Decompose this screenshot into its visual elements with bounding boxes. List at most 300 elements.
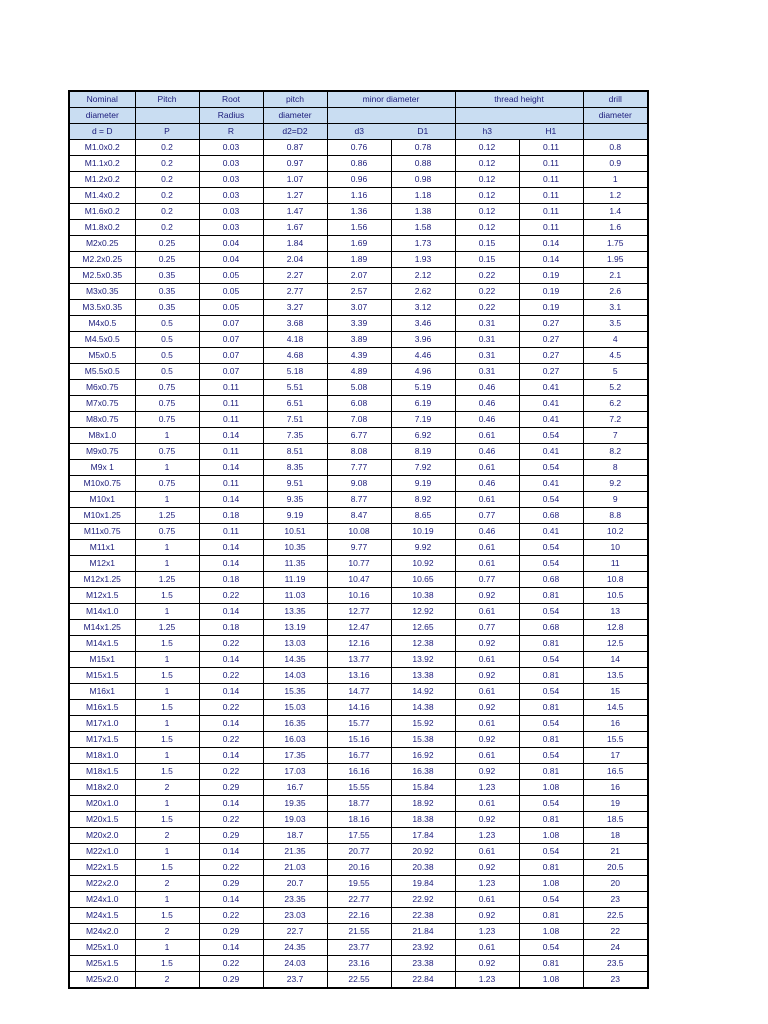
- table-cell: 0.92: [455, 732, 519, 748]
- table-cell: 8.47: [327, 508, 391, 524]
- table-cell: 18: [583, 828, 648, 844]
- table-cell: 0.92: [455, 588, 519, 604]
- table-cell: 4.46: [391, 348, 455, 364]
- table-cell: 8.65: [391, 508, 455, 524]
- table-header: [69, 91, 648, 140]
- table-cell: 7.92: [391, 460, 455, 476]
- table-cell: M18x1.5: [69, 764, 135, 780]
- table-row: [69, 892, 648, 908]
- table-cell: 0.81: [519, 700, 583, 716]
- table-cell: 2.1: [583, 268, 648, 284]
- table-cell: 0.54: [519, 796, 583, 812]
- table-cell: 0.14: [199, 940, 263, 956]
- table-cell: 14.77: [327, 684, 391, 700]
- table-cell: 0.12: [455, 204, 519, 220]
- table-cell: 1.38: [391, 204, 455, 220]
- table-cell: 10.5: [583, 588, 648, 604]
- table-cell: 0.61: [455, 460, 519, 476]
- table-cell: 0.12: [455, 140, 519, 156]
- table-cell: 0.25: [135, 236, 199, 252]
- table-cell: 1: [135, 892, 199, 908]
- table-cell: M10x1: [69, 492, 135, 508]
- table-row: [69, 428, 648, 444]
- table-cell: 0.54: [519, 540, 583, 556]
- table-cell: M4x0.5: [69, 316, 135, 332]
- table-cell: 0.54: [519, 556, 583, 572]
- table-cell: 0.61: [455, 796, 519, 812]
- table-cell: 0.61: [455, 892, 519, 908]
- table-cell: 22: [583, 924, 648, 940]
- table-cell: 22.92: [391, 892, 455, 908]
- table-cell: 1.5: [135, 732, 199, 748]
- table-row: [69, 364, 648, 380]
- table-cell: 0.61: [455, 684, 519, 700]
- table-cell: 0.81: [519, 764, 583, 780]
- table-cell: 6.19: [391, 396, 455, 412]
- table-cell: 11: [583, 556, 648, 572]
- table-cell: 12.16: [327, 636, 391, 652]
- table-cell: 4.96: [391, 364, 455, 380]
- table-cell: M20x1.0: [69, 796, 135, 812]
- table-cell: 10: [583, 540, 648, 556]
- table-row: [69, 524, 648, 540]
- table-cell: 0.12: [455, 172, 519, 188]
- table-cell: 1: [135, 492, 199, 508]
- table-cell: 1.73: [391, 236, 455, 252]
- table-cell: 12.47: [327, 620, 391, 636]
- table-cell: M18x2.0: [69, 780, 135, 796]
- table-cell: 0.11: [519, 140, 583, 156]
- table-cell: 1: [135, 716, 199, 732]
- table-row: [69, 732, 648, 748]
- header-minor-blank: [327, 108, 455, 124]
- table-cell: 15.84: [391, 780, 455, 796]
- table-cell: 12.38: [391, 636, 455, 652]
- table-row: [69, 908, 648, 924]
- table-cell: 1: [583, 172, 648, 188]
- table-cell: 13.19: [263, 620, 327, 636]
- table-cell: 20.7: [263, 876, 327, 892]
- table-cell: 0.81: [519, 668, 583, 684]
- table-cell: 4.5: [583, 348, 648, 364]
- table-cell: 0.5: [135, 364, 199, 380]
- table-cell: 9.2: [583, 476, 648, 492]
- table-cell: 0.2: [135, 220, 199, 236]
- table-cell: 23.03: [263, 908, 327, 924]
- table-cell: 16.16: [327, 764, 391, 780]
- table-cell: M12x1.5: [69, 588, 135, 604]
- header-drill-diameter: diameter: [583, 108, 648, 124]
- table-row: [69, 940, 648, 956]
- table-cell: 2: [135, 828, 199, 844]
- table-cell: 13.77: [327, 652, 391, 668]
- table-cell: 0.19: [519, 284, 583, 300]
- table-cell: 2.27: [263, 268, 327, 284]
- table-cell: 12.8: [583, 620, 648, 636]
- table-cell: 0.92: [455, 764, 519, 780]
- table-cell: 1: [135, 540, 199, 556]
- table-cell: 0.03: [199, 172, 263, 188]
- table-cell: 0.61: [455, 540, 519, 556]
- table-cell: 0.5: [135, 332, 199, 348]
- table-cell: 21: [583, 844, 648, 860]
- table-cell: 9.35: [263, 492, 327, 508]
- table-cell: M2x0.25: [69, 236, 135, 252]
- table-cell: 21.35: [263, 844, 327, 860]
- table-cell: 0.54: [519, 460, 583, 476]
- table-cell: 7.51: [263, 412, 327, 428]
- table-cell: 10.35: [263, 540, 327, 556]
- header-symbol-H1: H1: [519, 124, 583, 140]
- table-cell: 0.41: [519, 444, 583, 460]
- table-row: [69, 716, 648, 732]
- table-cell: 0.05: [199, 300, 263, 316]
- table-cell: 11.03: [263, 588, 327, 604]
- table-cell: 0.05: [199, 268, 263, 284]
- table-cell: 0.14: [199, 796, 263, 812]
- table-cell: 0.14: [199, 652, 263, 668]
- table-cell: 9: [583, 492, 648, 508]
- table-cell: 0.81: [519, 588, 583, 604]
- table-cell: 3.1: [583, 300, 648, 316]
- table-cell: 1.89: [327, 252, 391, 268]
- table-cell: 16.5: [583, 764, 648, 780]
- table-cell: 0.5: [135, 316, 199, 332]
- header-pitch: Pitch: [135, 91, 199, 108]
- table-cell: 15.03: [263, 700, 327, 716]
- table-cell: 3.96: [391, 332, 455, 348]
- table-cell: 17.55: [327, 828, 391, 844]
- header-row-2: [69, 108, 648, 124]
- table-cell: 0.03: [199, 140, 263, 156]
- table-cell: 0.03: [199, 220, 263, 236]
- table-cell: 20.92: [391, 844, 455, 860]
- table-cell: M18x1.0: [69, 748, 135, 764]
- table-cell: 0.75: [135, 524, 199, 540]
- table-cell: 0.22: [199, 588, 263, 604]
- table-cell: M1.2x0.2: [69, 172, 135, 188]
- table-cell: M2.5x0.35: [69, 268, 135, 284]
- table-cell: 1.93: [391, 252, 455, 268]
- table-row: [69, 812, 648, 828]
- table-cell: 0.41: [519, 476, 583, 492]
- table-cell: M24x2.0: [69, 924, 135, 940]
- table-cell: M15x1: [69, 652, 135, 668]
- table-cell: M8x0.75: [69, 412, 135, 428]
- table-row: [69, 844, 648, 860]
- table-cell: 0.14: [199, 428, 263, 444]
- table-cell: 0.2: [135, 140, 199, 156]
- table-cell: 8.2: [583, 444, 648, 460]
- table-cell: 1.18: [391, 188, 455, 204]
- table-cell: 0.61: [455, 556, 519, 572]
- table-cell: 0.19: [519, 300, 583, 316]
- table-cell: 0.27: [519, 332, 583, 348]
- table-row: [69, 556, 648, 572]
- table-cell: 18.5: [583, 812, 648, 828]
- table-cell: M10x1.25: [69, 508, 135, 524]
- table-cell: 1.07: [263, 172, 327, 188]
- table-cell: 0.11: [199, 380, 263, 396]
- table-cell: 0.54: [519, 428, 583, 444]
- table-cell: 0.22: [199, 764, 263, 780]
- table-cell: 4.18: [263, 332, 327, 348]
- table-cell: 2: [135, 780, 199, 796]
- table-cell: M14x1.0: [69, 604, 135, 620]
- header-symbol-d: d = D: [69, 124, 135, 140]
- table-row: [69, 492, 648, 508]
- table-cell: 8.8: [583, 508, 648, 524]
- table-cell: 10.8: [583, 572, 648, 588]
- table-cell: 0.22: [199, 700, 263, 716]
- table-cell: 1.23: [455, 924, 519, 940]
- table-cell: 0.11: [199, 412, 263, 428]
- table-cell: 19.84: [391, 876, 455, 892]
- table-cell: 7.77: [327, 460, 391, 476]
- table-cell: 0.78: [391, 140, 455, 156]
- table-cell: M22x2.0: [69, 876, 135, 892]
- table-cell: M9x0.75: [69, 444, 135, 460]
- table-cell: 9.08: [327, 476, 391, 492]
- table-cell: 17.03: [263, 764, 327, 780]
- table-cell: 0.54: [519, 716, 583, 732]
- table-cell: 0.14: [199, 556, 263, 572]
- table-cell: 1.58: [391, 220, 455, 236]
- table-cell: 0.46: [455, 444, 519, 460]
- table-cell: 0.03: [199, 188, 263, 204]
- table-cell: 1.56: [327, 220, 391, 236]
- table-cell: 0.14: [199, 492, 263, 508]
- table-cell: 21.55: [327, 924, 391, 940]
- table-cell: 24.03: [263, 956, 327, 972]
- table-cell: 0.46: [455, 524, 519, 540]
- table-cell: 10.38: [391, 588, 455, 604]
- table-cell: 0.92: [455, 668, 519, 684]
- table-cell: 14.5: [583, 700, 648, 716]
- table-cell: M24x1.5: [69, 908, 135, 924]
- header-symbol-d3: d3: [327, 124, 391, 140]
- table-cell: 0.22: [199, 908, 263, 924]
- table-row: [69, 924, 648, 940]
- table-cell: 15.77: [327, 716, 391, 732]
- header-height-blank: [455, 108, 583, 124]
- table-cell: M6x0.75: [69, 380, 135, 396]
- header-symbol-r: R: [199, 124, 263, 140]
- table-cell: 0.14: [199, 540, 263, 556]
- table-cell: 18.77: [327, 796, 391, 812]
- table-cell: 0.77: [455, 508, 519, 524]
- table-cell: M20x2.0: [69, 828, 135, 844]
- table-cell: 23: [583, 892, 648, 908]
- table-cell: 22.5: [583, 908, 648, 924]
- table-cell: 0.54: [519, 748, 583, 764]
- table-cell: 15.55: [327, 780, 391, 796]
- table-cell: 22.16: [327, 908, 391, 924]
- table-cell: 6.2: [583, 396, 648, 412]
- table-cell: 1.23: [455, 828, 519, 844]
- table-cell: 1.27: [263, 188, 327, 204]
- table-cell: 23: [583, 972, 648, 989]
- table-cell: 0.11: [519, 172, 583, 188]
- table-row: [69, 540, 648, 556]
- table-row: [69, 460, 648, 476]
- table-cell: 0.22: [199, 860, 263, 876]
- table-cell: 23.7: [263, 972, 327, 989]
- table-row: [69, 956, 648, 972]
- table-cell: 1.08: [519, 876, 583, 892]
- table-cell: M1.0x0.2: [69, 140, 135, 156]
- table-cell: 19.03: [263, 812, 327, 828]
- table-cell: 12.92: [391, 604, 455, 620]
- table-cell: 5.2: [583, 380, 648, 396]
- table-row: [69, 636, 648, 652]
- table-cell: 0.81: [519, 860, 583, 876]
- table-cell: 10.2: [583, 524, 648, 540]
- table-cell: 1.25: [135, 620, 199, 636]
- table-cell: 0.22: [199, 636, 263, 652]
- table-cell: 1.23: [455, 972, 519, 989]
- table-row: [69, 140, 648, 156]
- table-cell: 1: [135, 940, 199, 956]
- header-symbol-p: P: [135, 124, 199, 140]
- table-cell: 5.08: [327, 380, 391, 396]
- table-cell: 0.29: [199, 828, 263, 844]
- table-cell: 0.04: [199, 252, 263, 268]
- table-cell: 0.76: [327, 140, 391, 156]
- table-cell: 0.11: [199, 396, 263, 412]
- table-cell: 0.03: [199, 204, 263, 220]
- table-cell: 13.92: [391, 652, 455, 668]
- table-cell: 7.35: [263, 428, 327, 444]
- table-cell: 0.07: [199, 316, 263, 332]
- table-cell: 0.5: [135, 348, 199, 364]
- table-cell: 0.27: [519, 364, 583, 380]
- table-cell: 0.29: [199, 924, 263, 940]
- table-cell: 2.07: [327, 268, 391, 284]
- table-cell: 1.23: [455, 780, 519, 796]
- table-cell: 0.46: [455, 476, 519, 492]
- table-cell: 0.11: [519, 156, 583, 172]
- table-cell: 19.35: [263, 796, 327, 812]
- table-cell: 3.27: [263, 300, 327, 316]
- table-cell: M25x1.5: [69, 956, 135, 972]
- header-minor-diameter: minor diameter: [327, 91, 455, 108]
- table-cell: 10.51: [263, 524, 327, 540]
- table-cell: 1: [135, 684, 199, 700]
- table-cell: 6.77: [327, 428, 391, 444]
- table-cell: 23.35: [263, 892, 327, 908]
- table-cell: M8x1.0: [69, 428, 135, 444]
- table-cell: 0.22: [199, 732, 263, 748]
- table-cell: M24x1.0: [69, 892, 135, 908]
- table-row: [69, 444, 648, 460]
- table-cell: 8.08: [327, 444, 391, 460]
- table-cell: 1.5: [135, 764, 199, 780]
- table-cell: 0.81: [519, 956, 583, 972]
- table-cell: 0.07: [199, 364, 263, 380]
- table-cell: 19.55: [327, 876, 391, 892]
- table-cell: M12x1: [69, 556, 135, 572]
- table-cell: 10.16: [327, 588, 391, 604]
- table-cell: 23.77: [327, 940, 391, 956]
- table-cell: 10.47: [327, 572, 391, 588]
- table-cell: 0.29: [199, 972, 263, 989]
- table-row: [69, 348, 648, 364]
- table-cell: 0.46: [455, 412, 519, 428]
- table-cell: 6.92: [391, 428, 455, 444]
- table-cell: 0.68: [519, 508, 583, 524]
- table-cell: 0.2: [135, 188, 199, 204]
- table-cell: 3.46: [391, 316, 455, 332]
- table-cell: 16.77: [327, 748, 391, 764]
- table-cell: 0.68: [519, 572, 583, 588]
- header-diameter: diameter: [69, 108, 135, 124]
- table-row: [69, 396, 648, 412]
- header-diameter-2: diameter: [263, 108, 327, 124]
- table-cell: 0.9: [583, 156, 648, 172]
- table-cell: 1.23: [455, 876, 519, 892]
- table-cell: 17.35: [263, 748, 327, 764]
- table-cell: M14x1.5: [69, 636, 135, 652]
- table-cell: 1.5: [135, 908, 199, 924]
- table-cell: M1.4x0.2: [69, 188, 135, 204]
- table-cell: 13.16: [327, 668, 391, 684]
- table-cell: 15.38: [391, 732, 455, 748]
- table-cell: 0.22: [455, 268, 519, 284]
- table-cell: M1.6x0.2: [69, 204, 135, 220]
- table-cell: 1: [135, 556, 199, 572]
- table-cell: M16x1: [69, 684, 135, 700]
- table-cell: 0.19: [519, 268, 583, 284]
- table-cell: 1.5: [135, 860, 199, 876]
- table-cell: 0.75: [135, 476, 199, 492]
- table-cell: 10.65: [391, 572, 455, 588]
- table-cell: 0.41: [519, 524, 583, 540]
- table-cell: 10.92: [391, 556, 455, 572]
- table-cell: 4.39: [327, 348, 391, 364]
- table-cell: 0.92: [455, 700, 519, 716]
- table-cell: 2.04: [263, 252, 327, 268]
- table-cell: 18.92: [391, 796, 455, 812]
- table-cell: 12.77: [327, 604, 391, 620]
- table-cell: 2.77: [263, 284, 327, 300]
- table-cell: 2: [135, 924, 199, 940]
- table-cell: 0.97: [263, 156, 327, 172]
- table-cell: 0.54: [519, 844, 583, 860]
- table-cell: 8.77: [327, 492, 391, 508]
- table-cell: 1.08: [519, 972, 583, 989]
- table-cell: 3.89: [327, 332, 391, 348]
- table-cell: 0.35: [135, 300, 199, 316]
- table-cell: 19: [583, 796, 648, 812]
- table-cell: 3.07: [327, 300, 391, 316]
- table-cell: 0.75: [135, 380, 199, 396]
- table-cell: 12.5: [583, 636, 648, 652]
- table-cell: 1.08: [519, 780, 583, 796]
- table-cell: 0.61: [455, 748, 519, 764]
- table-cell: 16.38: [391, 764, 455, 780]
- table-row: [69, 412, 648, 428]
- header-radius: Radius: [199, 108, 263, 124]
- table-cell: 1.2: [583, 188, 648, 204]
- table-cell: 2.62: [391, 284, 455, 300]
- table-cell: 1.36: [327, 204, 391, 220]
- table-cell: 2.6: [583, 284, 648, 300]
- header-row-1: [69, 91, 648, 108]
- table-cell: 8.19: [391, 444, 455, 460]
- table-cell: M25x1.0: [69, 940, 135, 956]
- table-cell: 0.54: [519, 684, 583, 700]
